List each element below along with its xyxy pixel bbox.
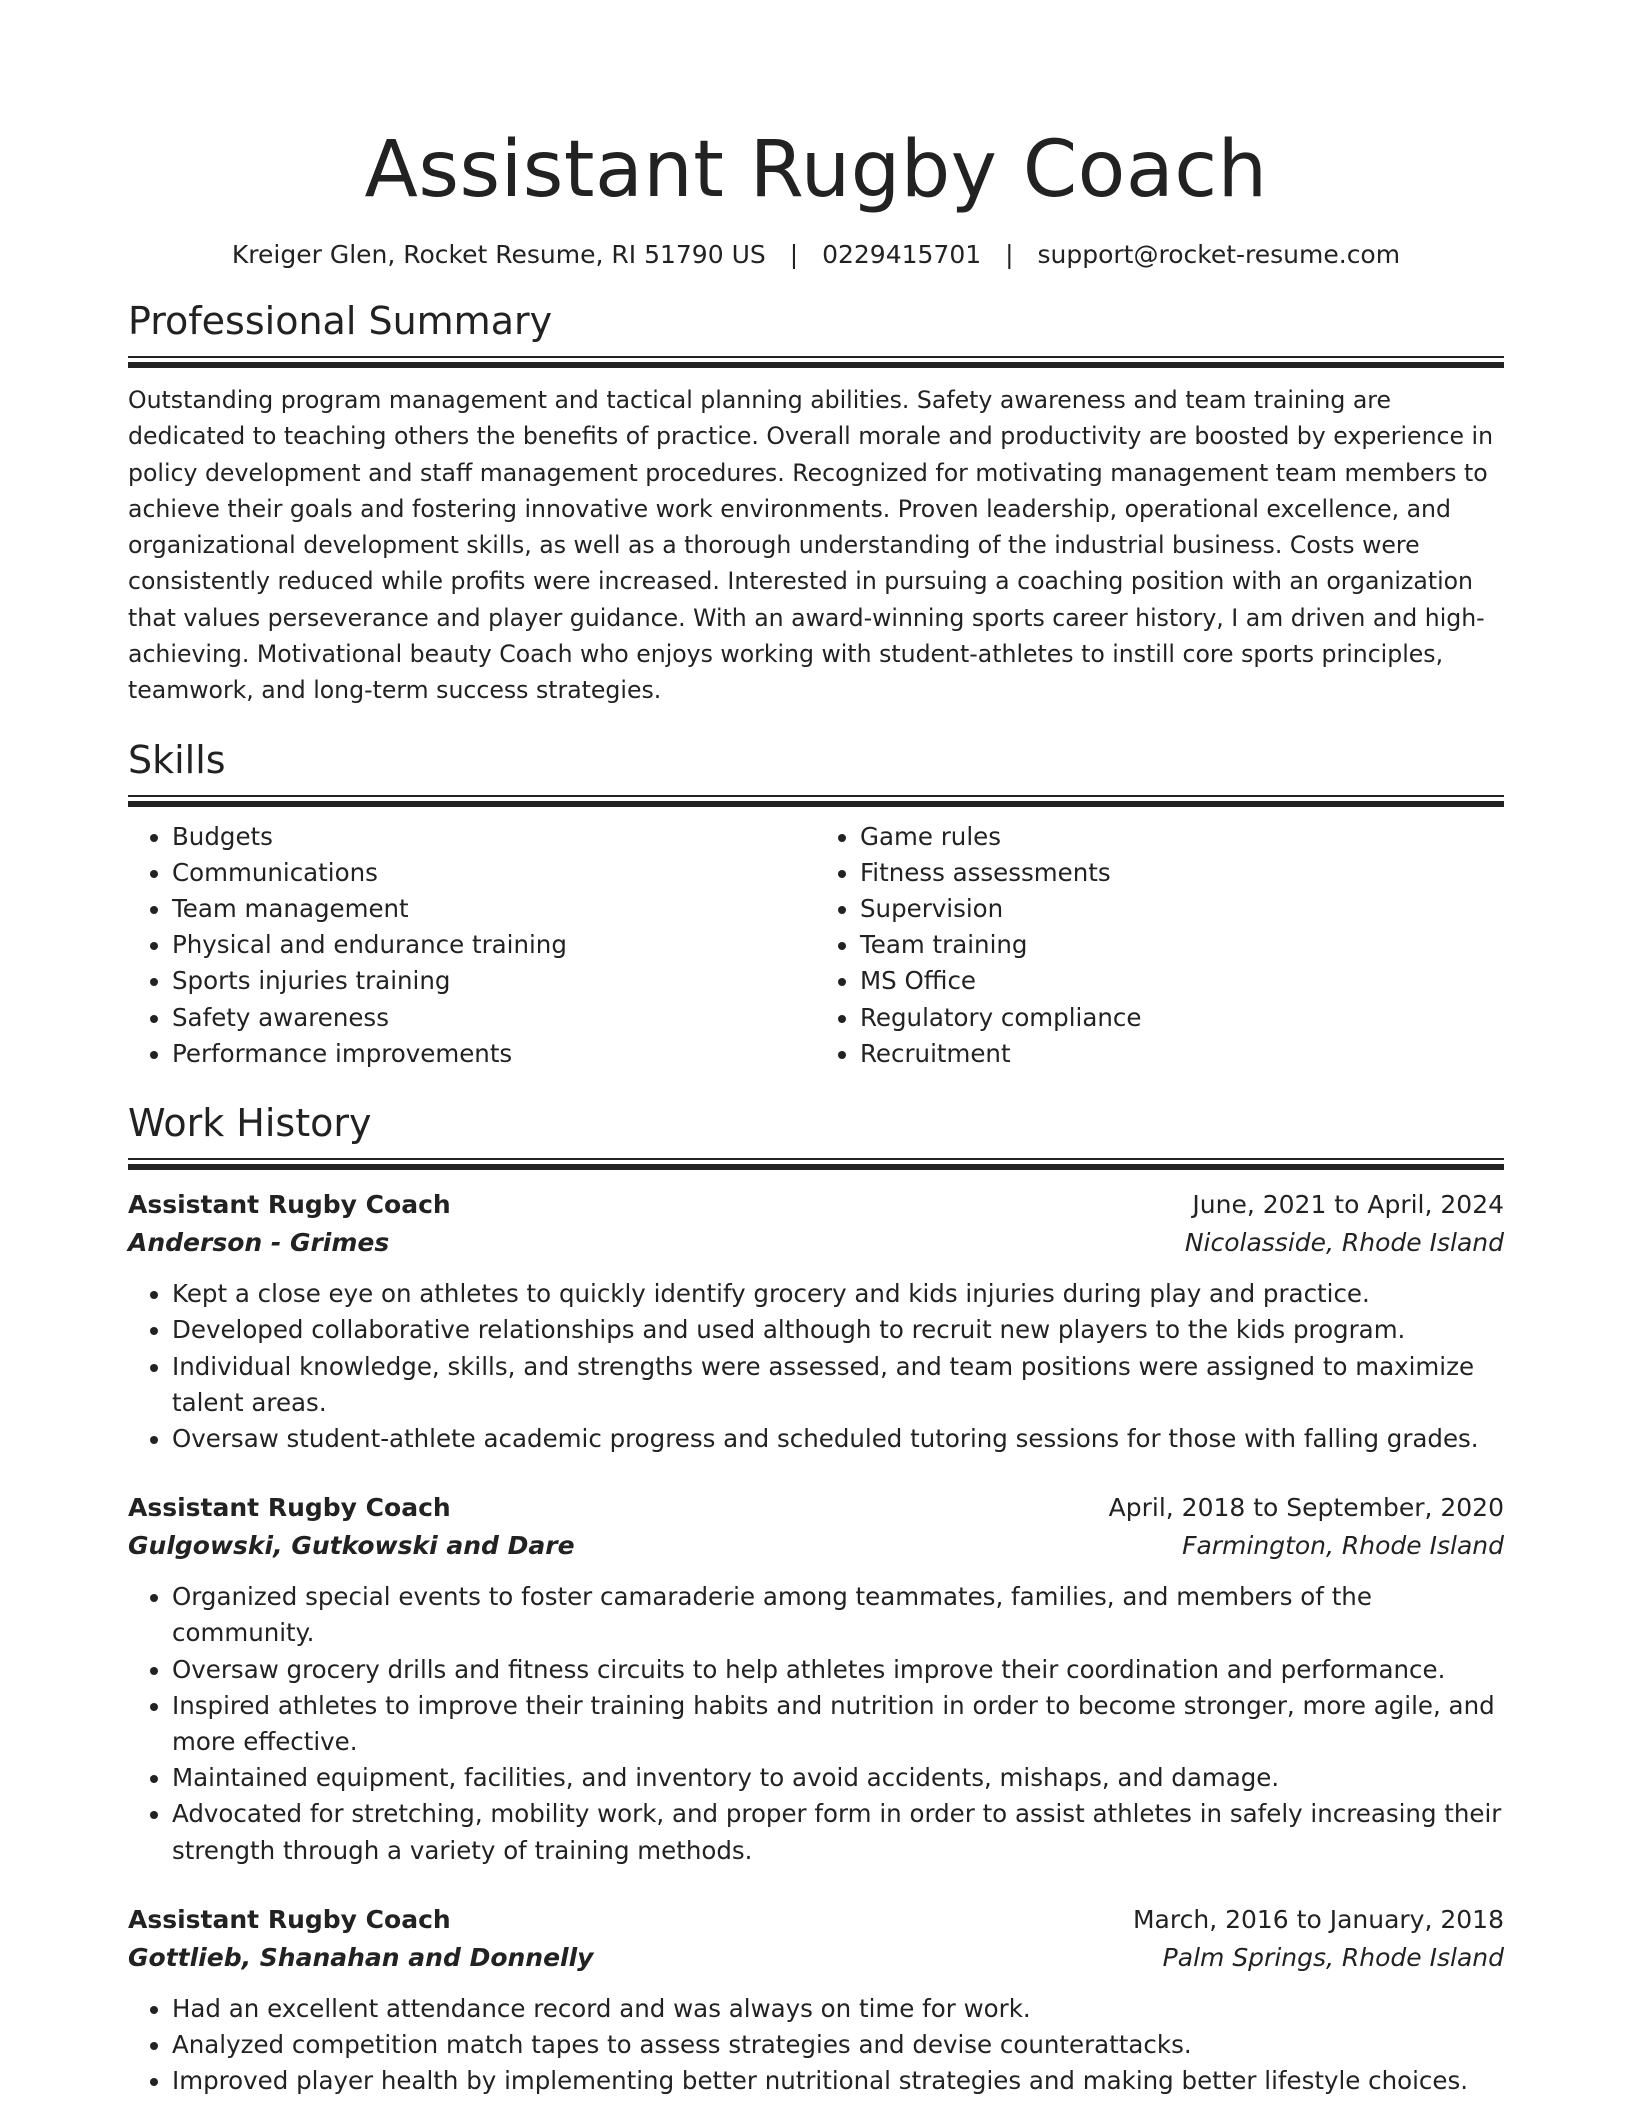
section-divider — [128, 1158, 1504, 1170]
job-company: Gottlieb, Shanahan and Donnelly — [128, 1942, 594, 1972]
job-bullet: • Had an excellent attendance record and was always on time for work. — [172, 1991, 1504, 2027]
job-dates: April, 2018 to September, 2020 — [1108, 1493, 1504, 1523]
job-location: Farmington, Rhode Island — [1182, 1531, 1504, 1561]
contact-line — [128, 238, 1504, 272]
job-bullet: • Oversaw student-athlete academic progress and scheduled tutoring sessions for those with falling grades. — [172, 1421, 1504, 1457]
skill-item: • Game rules — [860, 819, 1504, 855]
job-subheader — [128, 1939, 1504, 1977]
skill-item: • Communications — [172, 855, 816, 891]
job-location: Nicolasside, Rhode Island — [1184, 1228, 1504, 1258]
job-bullet: • Oversaw grocery drills and fitness circuits to help athletes improve their coordination and performance. — [172, 1652, 1504, 1688]
work-history-section — [128, 1100, 1504, 2099]
job-bullets — [128, 1579, 1504, 1869]
skill-item: • Supervision — [860, 891, 1504, 927]
contact-email: support@rocket-resume.com — [1037, 240, 1401, 269]
job-bullet: • Developed collaborative relationships and used although to recruit new players to the kids program. — [172, 1312, 1504, 1348]
skill-item: • Team training — [860, 927, 1504, 963]
job-subheader — [128, 1224, 1504, 1262]
skill-item: • Fitness assessments — [860, 855, 1504, 891]
job-location: Palm Springs, Rhode Island — [1162, 1942, 1504, 1972]
job-entry — [128, 1901, 1504, 2100]
job-bullet: • Improved player health by implementing better nutritional strategies and making better lifestyle choices. — [172, 2063, 1504, 2099]
job-bullet: • Maintained equipment, facilities, and inventory to avoid accidents, mishaps, and damage. — [172, 1760, 1504, 1796]
job-bullet: • Inspired athletes to improve their training habits and nutrition in order to become stronger, more agile, and more effective. — [172, 1688, 1504, 1760]
job-header — [128, 1489, 1504, 1527]
skill-item: • Performance improvements — [172, 1036, 816, 1072]
contact-address: Kreiger Glen, Rocket Resume, RI 51790 US — [231, 240, 766, 269]
job-entry — [128, 1186, 1504, 1457]
job-bullet: • Individual knowledge, skills, and strengths were assessed, and team positions were assigned to maximize talent areas. — [172, 1349, 1504, 1421]
skill-item: • Regulatory compliance — [860, 1000, 1504, 1036]
skill-item: • Recruitment — [860, 1036, 1504, 1072]
section-divider — [128, 356, 1504, 368]
job-bullets — [128, 1991, 1504, 2100]
section-title-skills: Skills — [128, 737, 226, 782]
job-header — [128, 1186, 1504, 1224]
skills-list-left — [128, 819, 816, 1072]
contact-phone: 0229415701 — [822, 240, 982, 269]
job-bullet: • Analyzed competition match tapes to assess strategies and devise counterattacks. — [172, 2027, 1504, 2063]
skill-item: • Physical and endurance training — [172, 927, 816, 963]
skills-list-right — [816, 819, 1504, 1072]
job-title: Assistant Rugby Coach — [128, 1904, 451, 1934]
job-entry — [128, 1489, 1504, 1869]
job-company: Anderson - Grimes — [128, 1228, 390, 1258]
section-title-work-history: Work History — [128, 1101, 372, 1146]
skill-item: • Safety awareness — [172, 1000, 816, 1036]
job-bullet: • Advocated for stretching, mobility work, and proper form in order to assist athletes in safely increasing their strength through a variety of training methods. — [172, 1796, 1504, 1868]
job-company: Gulgowski, Gutkowski and Dare — [128, 1531, 575, 1561]
skills-columns — [128, 819, 1504, 1072]
job-header — [128, 1901, 1504, 1939]
skills-section — [128, 737, 1504, 1072]
summary-section — [128, 298, 1504, 709]
job-bullet: • Organized special events to foster camaraderie among teammates, families, and members of the community. — [172, 1579, 1504, 1651]
skill-item: • MS Office — [860, 963, 1504, 999]
job-title: Assistant Rugby Coach — [128, 1493, 451, 1523]
job-title: Assistant Rugby Coach — [128, 1190, 451, 1220]
contact-separator: | — [789, 240, 799, 269]
section-divider — [128, 795, 1504, 807]
skill-item: • Budgets — [172, 819, 816, 855]
resume-name: Assistant Rugby Coach — [364, 125, 1268, 215]
skill-item: • Sports injuries training — [172, 963, 816, 999]
job-subheader — [128, 1527, 1504, 1565]
job-bullets — [128, 1276, 1504, 1457]
section-title-summary: Professional Summary — [128, 299, 553, 343]
job-dates: March, 2016 to January, 2018 — [1132, 1904, 1504, 1934]
contact-separator: | — [1005, 240, 1014, 269]
skill-item: • Team management — [172, 891, 816, 927]
summary-text: Outstanding program management and tactical planning abilities. Safety awareness and team training are dedicated to teaching others the benefits of practice. Overall morale and productivity are boosted by experience in policy development and staff management procedures. Recognized for motivating management team members to achieve their goals and fostering innovative work environments. Proven leadership, operational excellence, and organizational development skills, as well as a thorough understanding of the industrial business. Costs were consistently reduced while profits were increased. Interested in pursuing a coaching position with an organization that values perseverance and player guidance. With an award-winning sports career history, I am driven and high-achieving. Motivational beauty Coach who enjoys working with student-athletes to instill core sports principles, teamwork, and long-term success strategies. — [128, 386, 1494, 705]
job-bullet: • Kept a close eye on athletes to quickly identify grocery and kids injuries during play and practice. — [172, 1276, 1504, 1312]
job-dates: June, 2021 to April, 2024 — [1192, 1190, 1504, 1220]
